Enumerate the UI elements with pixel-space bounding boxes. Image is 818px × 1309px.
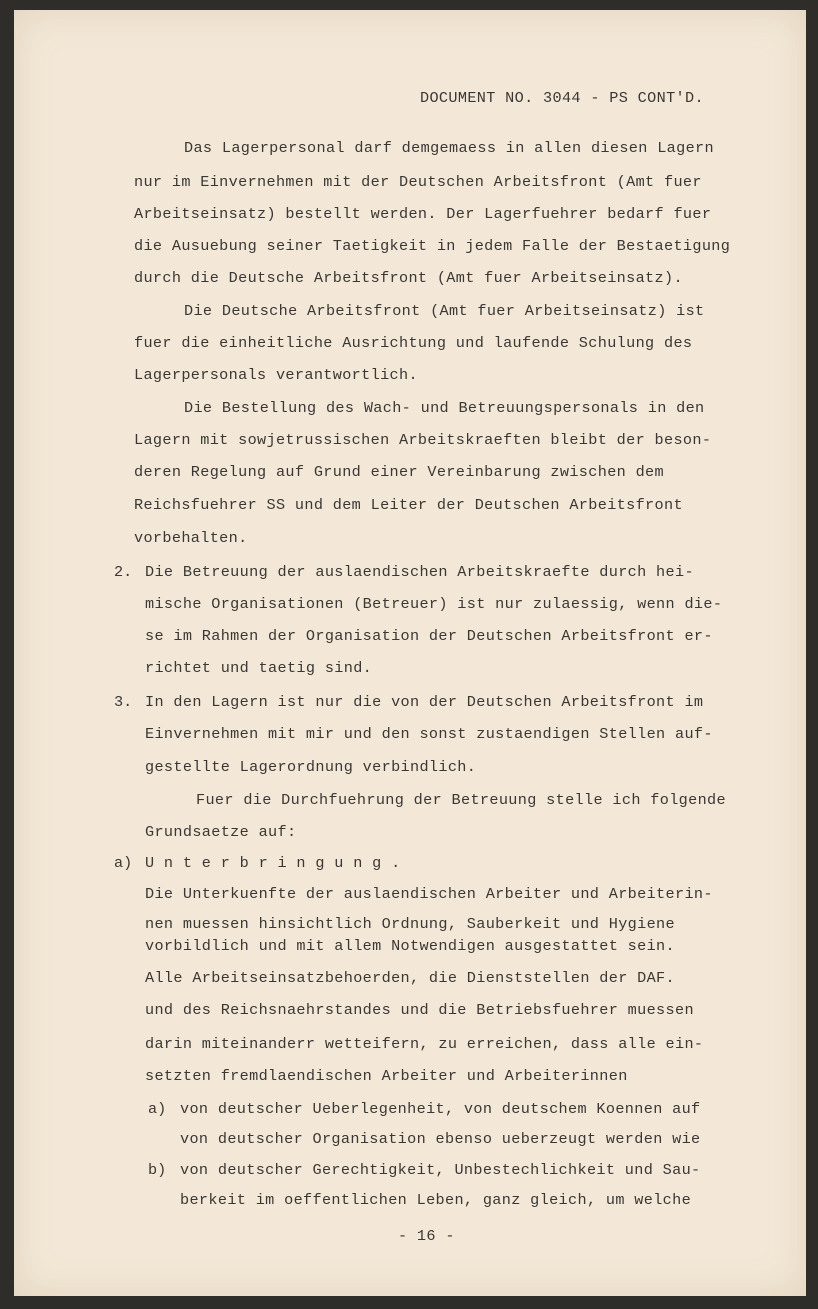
text-line: darin miteinanderr wetteifern, zu erreichen, dass alle ein- [145, 1035, 704, 1053]
text-line: vorbehalten. [134, 529, 248, 547]
text-line: nur im Einvernehmen mit der Deutschen Arbeitsfront (Amt fuer [134, 173, 702, 191]
text-line: Die Unterkuenfte der auslaendischen Arbeiter und Arbeiterin- [145, 885, 713, 903]
text-line: se im Rahmen der Organisation der Deutschen Arbeitsfront er- [145, 627, 713, 645]
text-line: Fuer die Durchfuehrung der Betreuung stelle ich folgende [196, 791, 726, 809]
item-number: 3. [114, 693, 133, 711]
text-line: und des Reichsnaehrstandes und die Betriebsfuehrer muessen [145, 1001, 694, 1019]
text-line: Die Deutsche Arbeitsfront (Amt fuer Arbeitseinsatz) ist [184, 302, 705, 320]
text-line: Die Bestellung des Wach- und Betreuungspersonals in den [184, 399, 705, 417]
text-line: In den Lagern ist nur die von der Deutschen Arbeitsfront im [145, 693, 704, 711]
text-line: von deutscher Gerechtigkeit, Unbestechlichkeit und Sau- [180, 1161, 701, 1179]
text-line: Lagerpersonals verantwortlich. [134, 366, 418, 384]
text-line: berkeit im oeffentlichen Leben, ganz gleich, um welche [180, 1191, 692, 1209]
text-line: Grundsaetze auf: [145, 823, 297, 841]
text-line: vorbildlich und mit allem Notwendigen ausgestattet sein. [145, 937, 675, 955]
document-page [14, 10, 806, 1296]
text-line: Lagern mit sowjetrussischen Arbeitskraeften bleibt der beson- [134, 431, 712, 449]
document-header: DOCUMENT NO. 3044 - PS CONT'D. [420, 89, 704, 107]
page-number: - 16 - [398, 1227, 455, 1245]
text-line: Arbeitseinsatz) bestellt werden. Der Lagerfuehrer bedarf fuer [134, 205, 712, 223]
text-line: fuer die einheitliche Ausrichtung und laufende Schulung des [134, 334, 693, 352]
text-line: nen muessen hinsichtlich Ordnung, Sauberkeit und Hygiene [145, 915, 675, 933]
text-line: Die Betreuung der auslaendischen Arbeitskraefte durch hei- [145, 563, 694, 581]
text-line: deren Regelung auf Grund einer Vereinbarung zwischen dem [134, 463, 664, 481]
section-title: U n t e r b r i n g u n g . [145, 854, 401, 872]
sub-item-label: b) [148, 1161, 167, 1179]
text-line: mische Organisationen (Betreuer) ist nur zulaessig, wenn die- [145, 595, 723, 613]
item-number: 2. [114, 563, 133, 581]
text-line: durch die Deutsche Arbeitsfront (Amt fuer Arbeitseinsatz). [134, 269, 683, 287]
sub-item-label: a) [148, 1100, 167, 1118]
text-line: von deutscher Ueberlegenheit, von deutschem Koennen auf [180, 1100, 701, 1118]
text-line: von deutscher Organisation ebenso ueberzeugt werden wie [180, 1130, 701, 1148]
text-line: die Ausuebung seiner Taetigkeit in jedem Falle der Bestaetigung [134, 237, 731, 255]
text-line: Reichsfuehrer SS und dem Leiter der Deutschen Arbeitsfront [134, 496, 683, 514]
section-label: a) [114, 854, 133, 872]
text-line: Das Lagerpersonal darf demgemaess in allen diesen Lagern [184, 139, 714, 157]
text-line: gestellte Lagerordnung verbindlich. [145, 758, 477, 776]
text-line: setzten fremdlaendischen Arbeiter und Arbeiterinnen [145, 1067, 628, 1085]
text-line: Einvernehmen mit mir und den sonst zustaendigen Stellen auf- [145, 725, 713, 743]
text-line: richtet und taetig sind. [145, 659, 373, 677]
text-line: Alle Arbeitseinsatzbehoerden, die Dienststellen der DAF. [145, 969, 675, 987]
